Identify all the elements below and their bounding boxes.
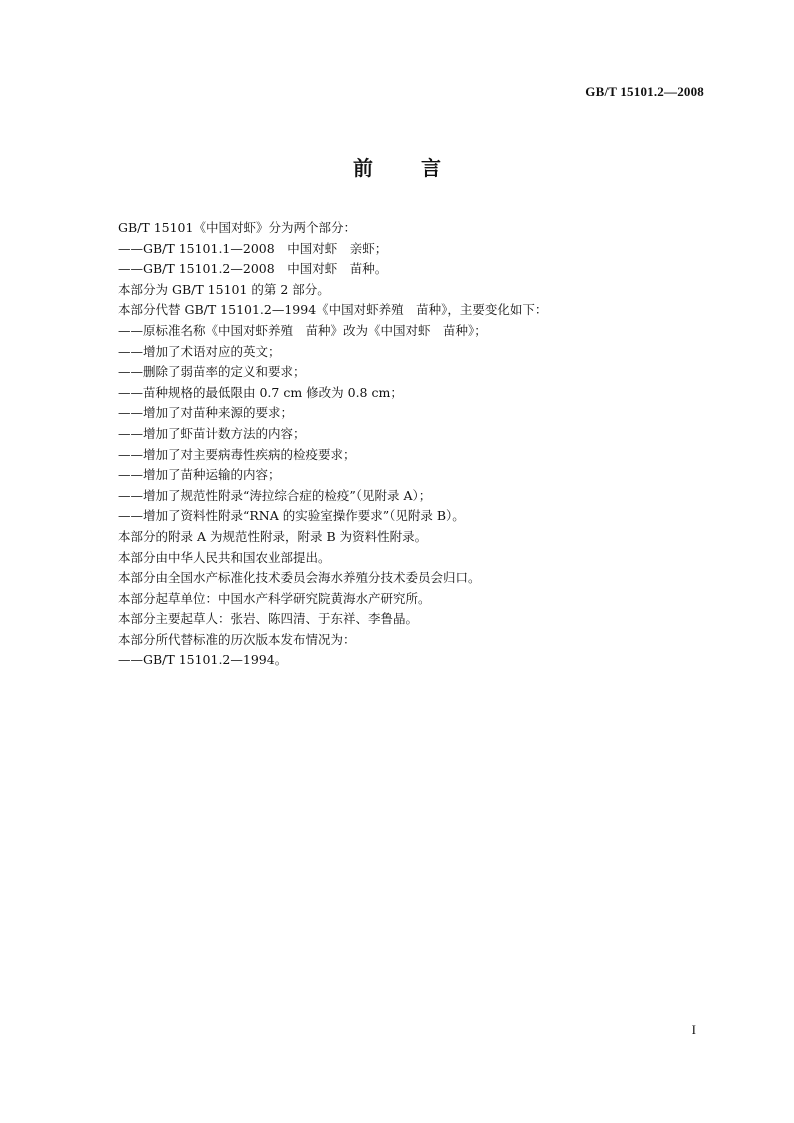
text-line: ——增加了对主要病毒性疾病的检疫要求； (118, 446, 356, 462)
text-line: 本部分起草单位：中国水产科学研究院黄海水产研究所。 (118, 590, 431, 606)
text-line: ——增加了苗种运输的内容； (118, 467, 281, 483)
text-line: ——苗种规格的最低限由 0.7 cm 修改为 0.8 cm； (118, 384, 403, 400)
foreword-body (118, 218, 718, 671)
text-line: ——GB/T 15101.2—2008 中国对虾 苗种。 (118, 261, 388, 277)
text-line: 本部分主要起草人：张岩、陈四清、于东祥、李鲁晶。 (118, 611, 419, 627)
text-line: ——增加了对苗种来源的要求； (118, 405, 294, 421)
text-line: ——原标准名称《中国对虾养殖 苗种》改为《中国对虾 苗种》； (118, 322, 487, 338)
text-line: 本部分所代替标准的历次版本发布情况为： (118, 631, 356, 647)
standard-code: GB/T 15101.2—2008 (585, 84, 704, 99)
text-line: 本部分由全国水产标准化技术委员会海水养殖分技术委员会归口。 (118, 570, 481, 586)
text-line: 本部分为 GB/T 15101 的第 2 部分。 (118, 281, 330, 297)
text-line: 本部分代替 GB/T 15101.2—1994《中国对虾养殖 苗种》，主要变化如下： (118, 302, 548, 318)
text-line: ——删除了弱苗率的定义和要求； (118, 364, 306, 380)
text-line: ——增加了资料性附录“RNA 的实验室操作要求”（见附录 B）。 (118, 508, 465, 524)
text-line: ——GB/T 15101.2—1994。 (118, 652, 288, 668)
page-number: I (691, 1022, 696, 1037)
text-line: GB/T 15101《中国对虾》分为两个部分： (118, 220, 356, 235)
text-line: ——GB/T 15101.1—2008 中国对虾 亲虾； (118, 240, 388, 256)
page-title: 前言 (353, 156, 489, 180)
text-line: ——增加了虾苗计数方法的内容； (118, 425, 306, 441)
text-line: ——增加了术语对应的英文； (118, 343, 281, 359)
text-line: 本部分的附录 A 为规范性附录，附录 B 为资料性附录。 (118, 528, 428, 544)
text-line: ——增加了规范性附录“涛拉综合症的检疫”（见附录 A）； (118, 487, 432, 503)
text-line: 本部分由中华人民共和国农业部提出。 (118, 549, 331, 565)
